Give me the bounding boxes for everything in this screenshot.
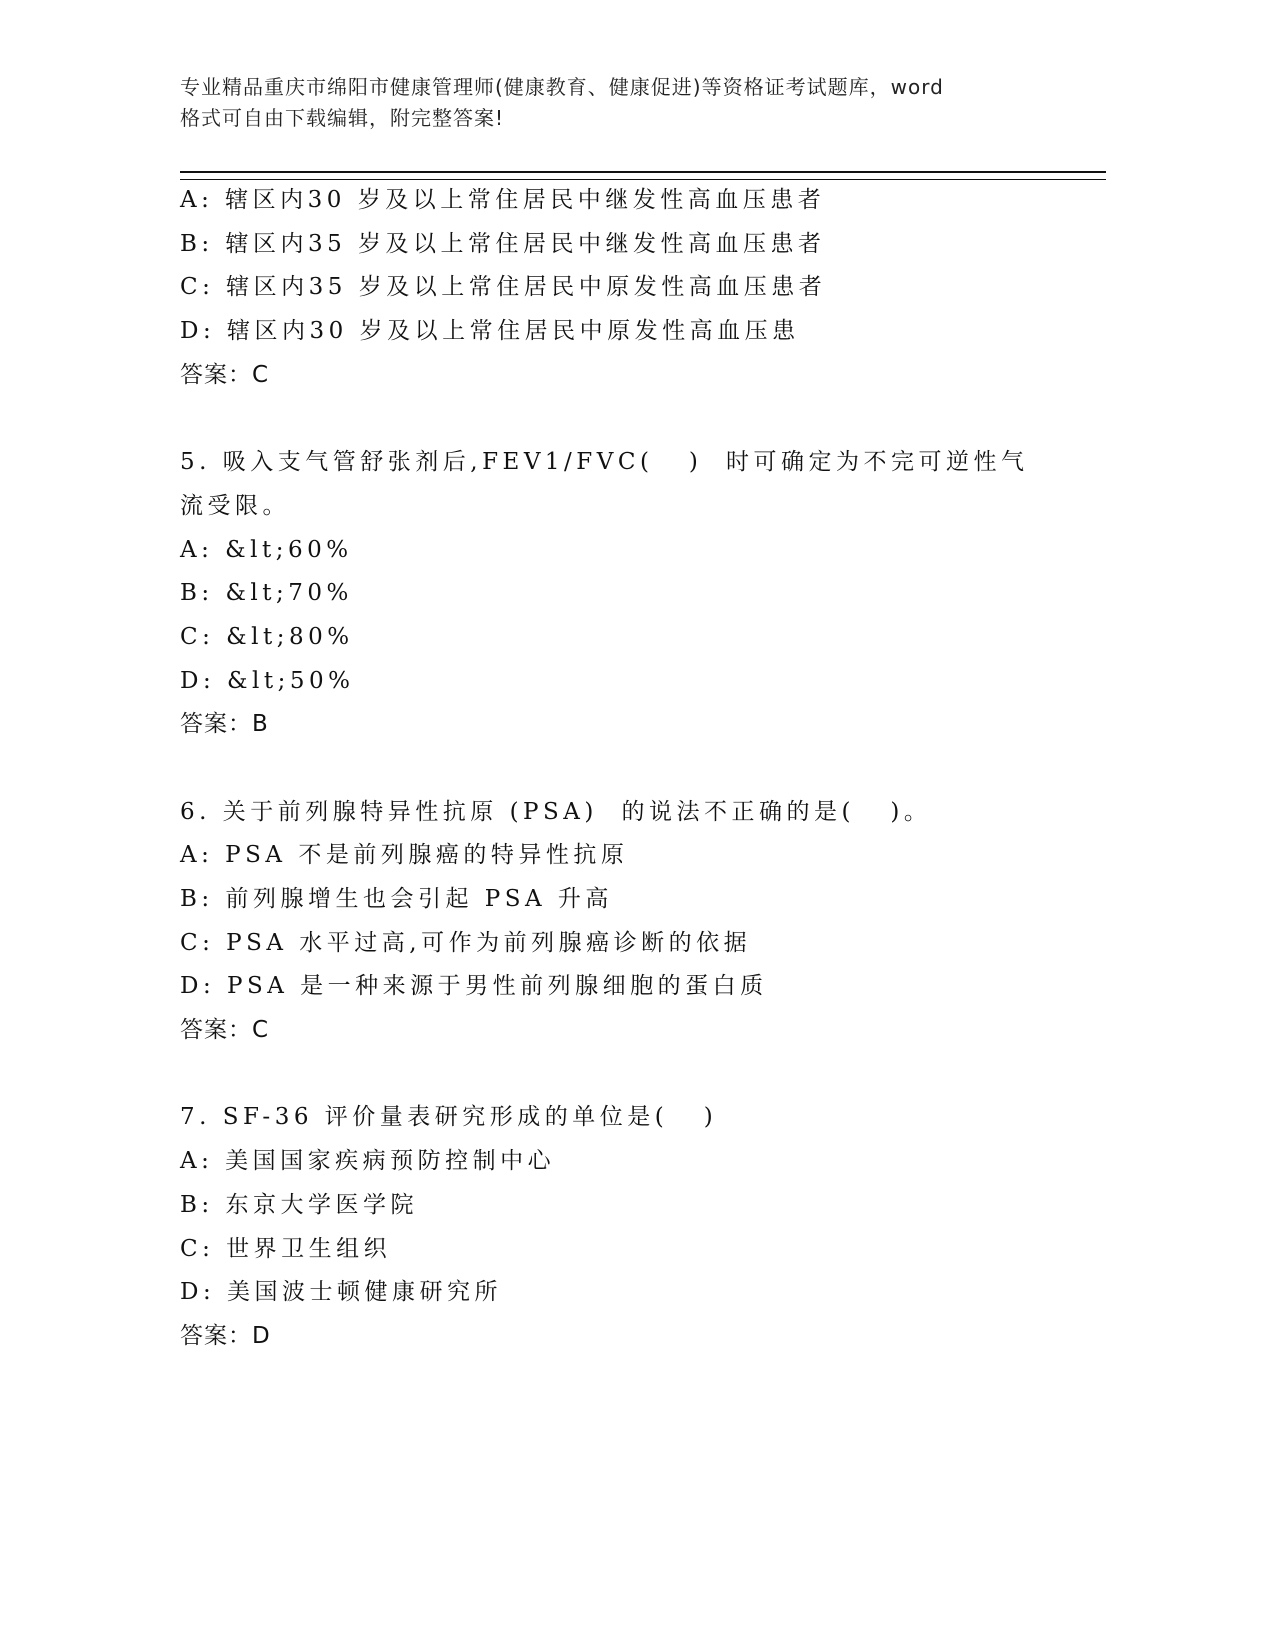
option-b: B: 前列腺增生也会引起 PSA 升高 xyxy=(180,886,613,912)
option-d: D: &lt;50% xyxy=(180,667,355,694)
document-body xyxy=(180,179,1060,1359)
document-header xyxy=(180,72,1060,134)
question-4 xyxy=(180,179,1060,397)
question-7 xyxy=(180,1096,1060,1358)
option-d: D: 辖区内30 岁及以上常住居民中原发性高血压患 xyxy=(180,318,800,345)
option-b: B: 辖区内35 岁及以上常住居民中继发性高血压患者 xyxy=(180,230,826,257)
header-line-2: 格式可自由下载编辑，附完整答案! xyxy=(180,106,505,130)
option-c: C: 辖区内35 岁及以上常住居民中原发性高血压患者 xyxy=(180,274,827,301)
question-text: 7. SF-36 评价量表研究形成的单位是( ) xyxy=(180,1104,718,1131)
option-a: A: 美国国家疾病预防控制中心 xyxy=(180,1148,556,1175)
header-line-1: 专业精品重庆市绵阳市健康管理师(健康教育、健康促进)等资格证考试题库，word xyxy=(180,75,944,99)
question-text: 6. 关于前列腺特异性抗原 (PSA) 的说法不正确的是( )。 xyxy=(180,798,932,825)
question-text: 5. 吸入支气管舒张剂后,FEV1/FVC( ) 时可确定为不完可逆性气 xyxy=(180,449,1029,476)
option-a: A: PSA 不是前列腺癌的特异性抗原 xyxy=(180,842,629,869)
option-c: C: &lt;80% xyxy=(180,623,354,650)
option-c: C: PSA 水平过高,可作为前列腺癌诊断的依据 xyxy=(180,929,752,956)
option-a: A: 辖区内30 岁及以上常住居民中继发性高血压患者 xyxy=(180,187,826,213)
option-c: C: 世界卫生组织 xyxy=(180,1235,392,1262)
option-d: D: PSA 是一种来源于男性前列腺细胞的蛋白质 xyxy=(180,973,768,1000)
question-6 xyxy=(180,791,1060,1053)
answer: 答案：B xyxy=(180,711,269,738)
option-d: D: 美国波士顿健康研究所 xyxy=(180,1279,503,1306)
question-text-cont: 流受限。 xyxy=(180,492,290,519)
answer: 答案：D xyxy=(180,1322,271,1349)
option-a: A: &lt;60% xyxy=(180,536,353,563)
answer: 答案：C xyxy=(180,1017,270,1044)
answer: 答案：C xyxy=(180,361,270,388)
option-b: B: &lt;70% xyxy=(180,580,353,607)
question-5 xyxy=(180,441,1060,747)
option-b: B: 东京大学医学院 xyxy=(180,1191,418,1218)
